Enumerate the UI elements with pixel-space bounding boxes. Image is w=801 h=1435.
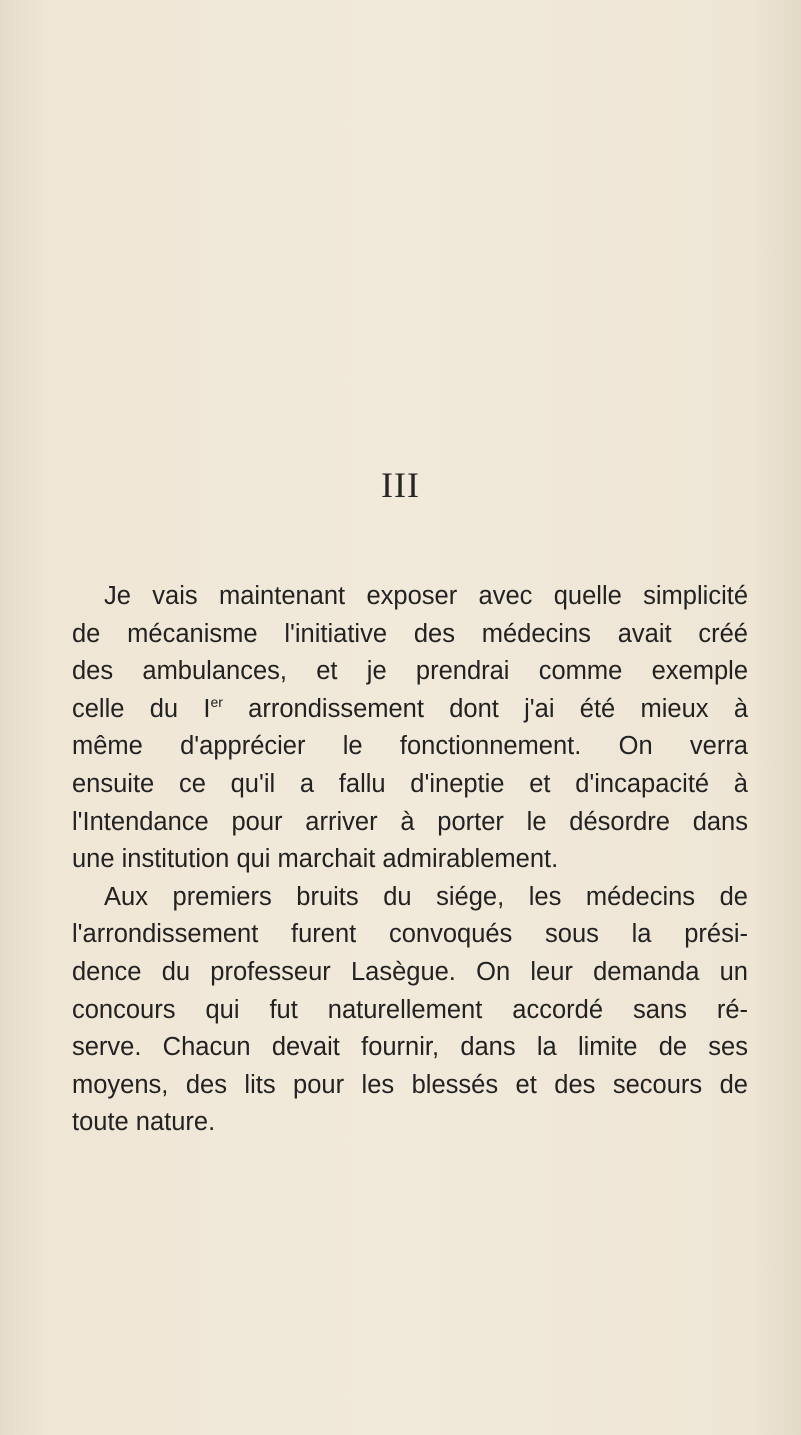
text-line: l'arrondissement furent convoqués sous la prési- <box>72 920 748 949</box>
text-line: Je vais maintenant exposer avec quelle simplicité <box>104 582 748 610</box>
text-line: de mécanisme l'initiative des médecins avait créé <box>72 619 748 648</box>
text-fragment: celle du I <box>72 694 211 723</box>
body-text <box>72 578 748 1142</box>
text-line: l'Intendance pour arriver à porter le désordre dans <box>72 807 748 836</box>
text-fragment: arrondissement dont j'ai été mieux à <box>222 694 748 723</box>
text-line: toute nature. <box>72 1108 216 1137</box>
text-line: concours qui fut naturellement accordé sans ré- <box>72 995 748 1024</box>
text-line: ensuite ce qu'il a fallu d'ineptie et d'incapacité à <box>72 769 748 798</box>
text-line: moyens, des lits pour les blessés et des secours de <box>72 1070 748 1099</box>
text-line: même d'apprécier le fonctionnement. On verra <box>72 732 748 761</box>
superscript: er <box>210 693 223 710</box>
text-line: serve. Chacun devait fournir, dans la limite de ses <box>72 1033 748 1062</box>
text-line: Aux premiers bruits du siége, les médecins de <box>104 882 748 911</box>
text-line <box>72 691 748 729</box>
text-line: une institution qui marchait admirablement. <box>72 845 559 874</box>
text-line: dence du professeur Lasègue. On leur demanda un <box>72 957 748 986</box>
text-line: des ambulances, et je prendrai comme exemple <box>72 657 748 686</box>
section-number: III <box>381 465 420 505</box>
